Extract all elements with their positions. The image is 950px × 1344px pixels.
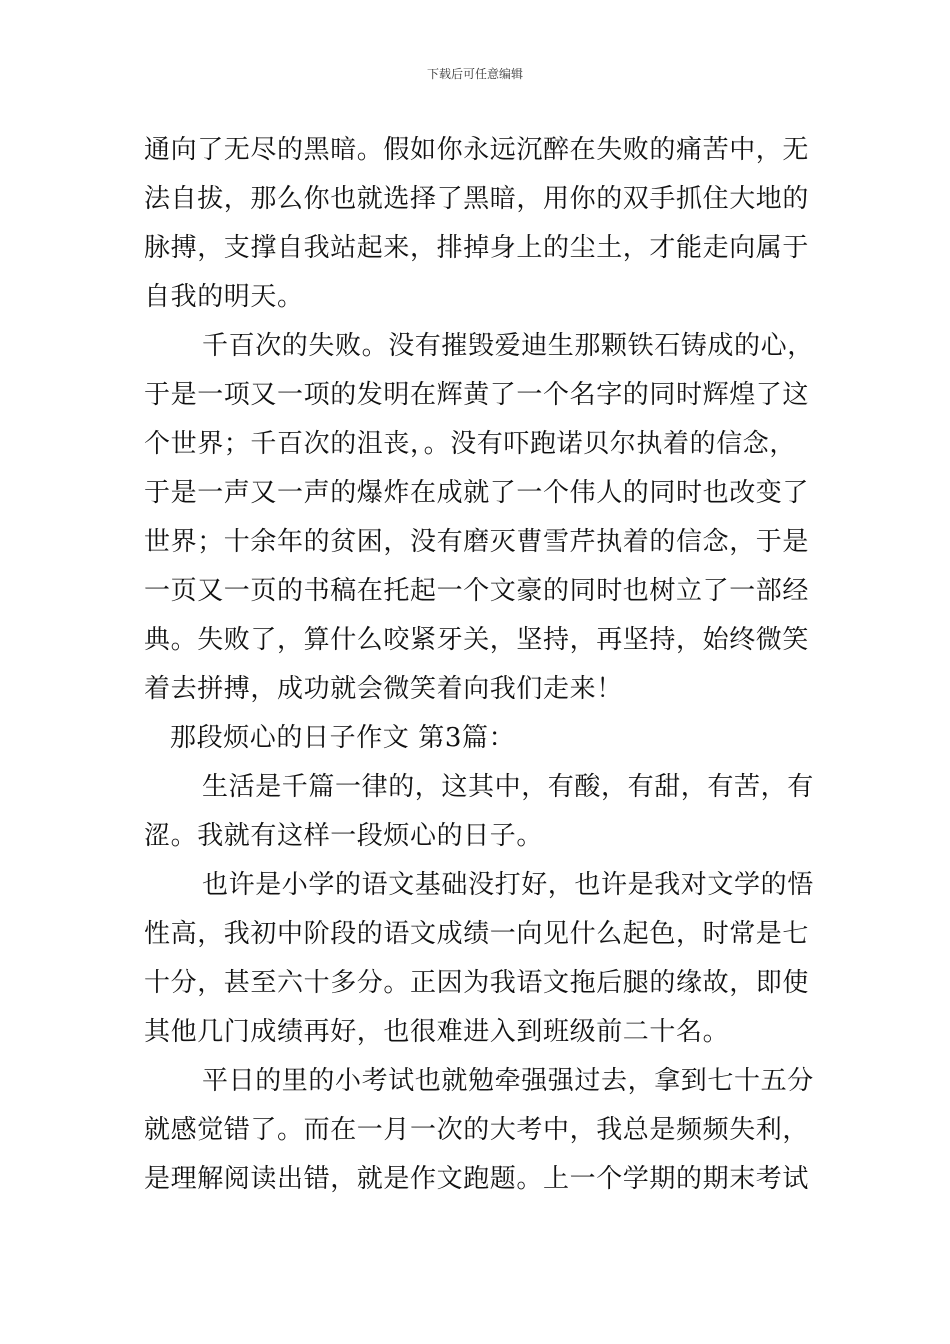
text-line: 平日的里的小考试也就勉牵强强过去，拿到七十五分: [202, 1066, 814, 1096]
text-line: 千百次的失败。没有摧毁爱迪生那颗铁石铸成的心，: [202, 331, 814, 361]
text-line: 涩。我就有这样一段烦心的日子。: [144, 821, 544, 851]
paragraph: [144, 322, 814, 714]
section-heading: [144, 714, 808, 763]
text-line: 世界；十余年的贫困，没有磨灭曹雪芹执着的信念，于是: [144, 527, 810, 557]
text-line: 脉搏，支撑自我站起来，排掉身上的尘土，才能走向属于: [144, 233, 810, 263]
text-line: 就感觉错了。而在一月一次的大考中，我总是频频失利，: [144, 1115, 810, 1145]
text-line: 法自拔，那么你也就选择了黑暗，用你的双手抓住大地的: [144, 184, 810, 214]
text-line: 通向了无尽的黑暗。假如你永远沉醉在失败的痛苦中，无: [144, 135, 810, 165]
paragraph: [144, 763, 814, 861]
text-line: 十分，甚至六十多分。正因为我语文拖后腿的缘故，即使: [144, 968, 810, 998]
text-line: 于是一声又一声的爆炸在成就了一个伟人的同时也改变了: [144, 478, 810, 508]
page-header: 下载后可任意编辑: [426, 67, 523, 81]
paragraph: [144, 1057, 814, 1204]
text-line: 自我的明天。: [144, 282, 304, 312]
paragraph: [144, 861, 814, 1057]
text-line: 于是一项又一项的发明在辉黄了一个名字的同时辉煌了这: [144, 380, 810, 410]
text-line: 一页又一页的书稿在托起一个文豪的同时也树立了一部经: [144, 576, 810, 606]
text-line: 着去拼搏，成功就会微笑着向我们走来！: [144, 674, 623, 704]
text-line: 性高，我初中阶段的语文成绩一向见什么起色，时常是七: [144, 919, 810, 949]
text-line: 也许是小学的语文基础没打好，也许是我对文学的悟: [202, 870, 814, 900]
section-title: 那段烦心的日子作文 第3篇：: [170, 723, 516, 753]
text-line: 其他几门成绩再好，也很难进入到班级前二十名。: [144, 1017, 730, 1047]
text-line: 个世界；千百次的沮丧，。没有吓跑诺贝尔执着的信念，: [144, 429, 797, 459]
paragraph: [144, 126, 808, 322]
text-line: 是理解阅读出错，就是作文跑题。上一个学期的期末考试: [144, 1164, 810, 1194]
document-body: [144, 126, 814, 1204]
text-line: 生活是千篇一律的，这其中，有酸，有甜，有苦，有: [202, 772, 814, 802]
text-line: 典。失败了，算什么咬紧牙关，坚持，再坚持，始终微笑: [144, 625, 810, 655]
